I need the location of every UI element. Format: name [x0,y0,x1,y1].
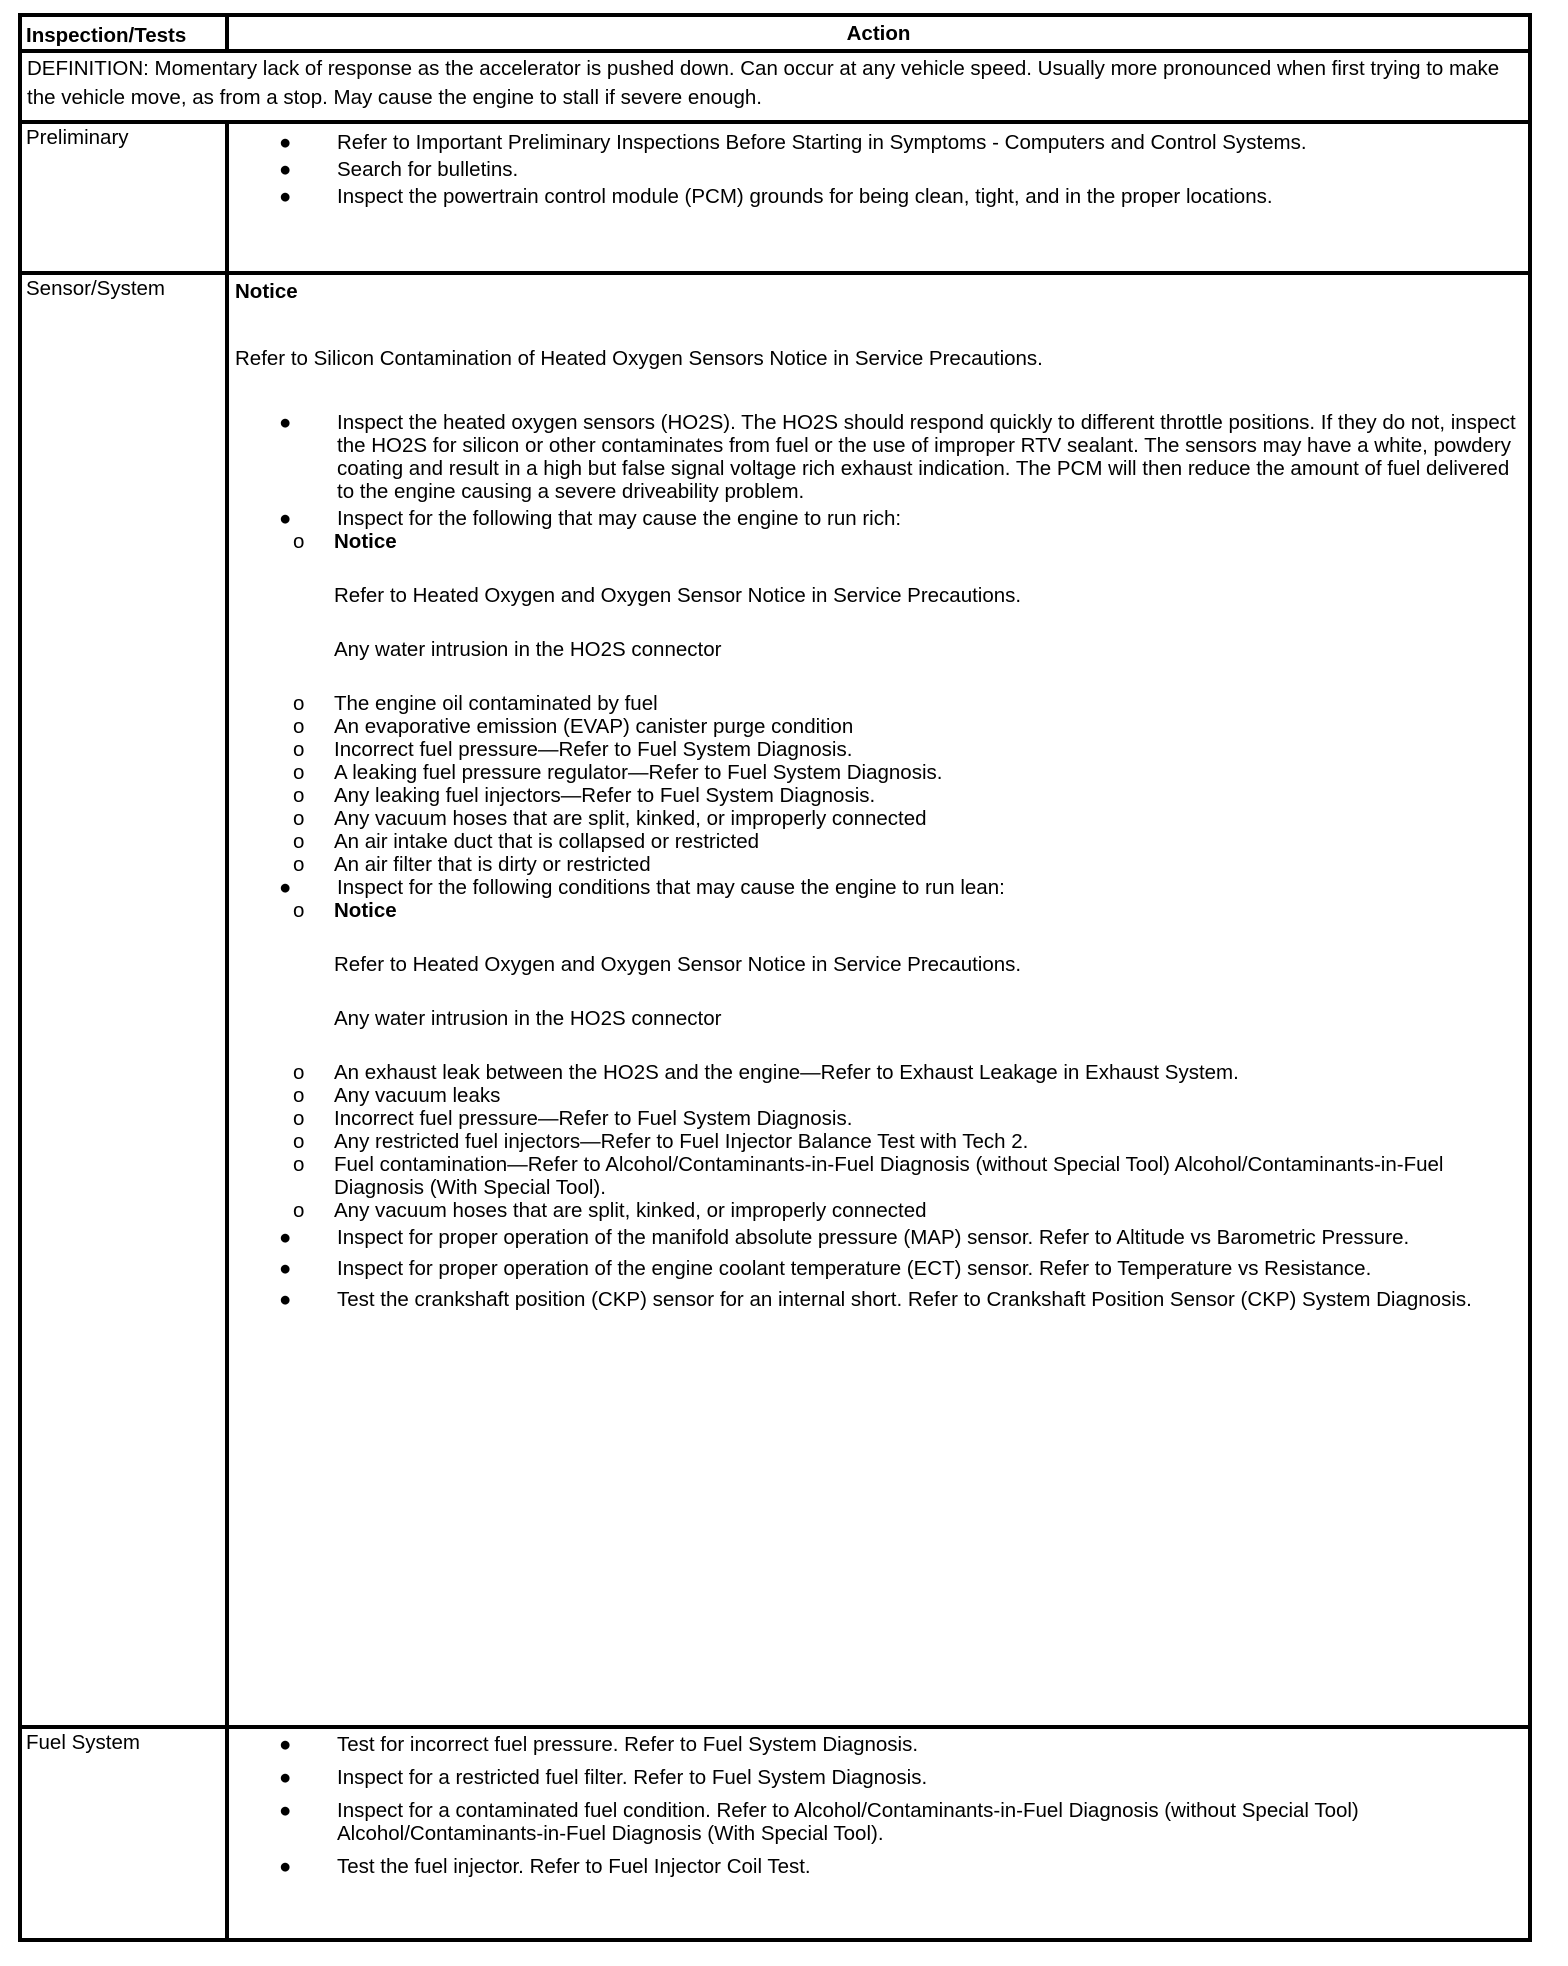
bullet-icon: ● [279,131,292,154]
list-item: ● Inspect for a contaminated fuel condition. Refer to Alcohol/Contaminants-in-Fuel Diagnosis (without Special Tool) Alcohol/Contaminants-in-Fuel Diagnosis (With Special Tool). [279,1799,1359,1845]
notice-text: Refer to Silicon Contamination of Heated Oxygen Sensors Notice in Service Precautions. [235,347,1043,370]
sub-list-item: o Incorrect fuel pressure—Refer to Fuel System Diagnosis. [293,1107,853,1130]
sub-list-item: o An air intake duct that is collapsed or restricted [293,830,760,853]
sub-list-item: o An evaporative emission (EVAP) canister purge condition [293,715,854,738]
bullet-icon: ● [279,876,292,899]
bullet-icon: ● [279,1855,292,1878]
row-label: Sensor/System [22,275,229,1725]
sub-bullet-icon: o [293,853,305,876]
row-action [229,124,1528,271]
sub-bullet-icon: o [293,692,305,715]
list-item: ● Test the crankshaft position (CKP) sensor for an internal short. Refer to Crankshaft Position Sensor (CKP) System Diagnosis. [279,1288,1472,1311]
sub-list-item: o The engine oil contaminated by fuel [293,692,658,715]
sub-list-item-notice: o Notice Refer to Heated Oxygen and Oxygen Sensor Notice in Service Precautions. Any water intrusion in the HO2S connector [293,530,1022,661]
diagnostic-table [18,13,1532,1942]
sub-list-item: o Any restricted fuel injectors—Refer to Fuel Injector Balance Test with Tech 2. [293,1130,1029,1153]
row-label: Preliminary [22,124,229,271]
bullet-icon: ● [279,1226,292,1249]
row-action [229,275,1528,1725]
sub-bullet-icon: o [293,761,305,784]
table-header-row [18,13,1532,53]
list-item: ● Inspect for proper operation of the manifold absolute pressure (MAP) sensor. Refer to Altitude vs Barometric Pressure. [279,1226,1410,1249]
notice-title: Notice [235,280,298,303]
sub-bullet-icon: o [293,1130,305,1153]
sub-bullet-icon: o [293,784,305,807]
sub-bullet-icon: o [293,530,305,553]
sub-bullet-icon: o [293,1061,305,1084]
sub-list-item: o A leaking fuel pressure regulator—Refer to Fuel System Diagnosis. [293,761,943,784]
sub-list-item: o An exhaust leak between the HO2S and the engine—Refer to Exhaust Leakage in Exhaust System. [293,1061,1239,1084]
header-inspection-tests: Inspection/Tests [22,17,229,49]
bullet-icon: ● [279,185,292,208]
sub-bullet-icon: o [293,807,305,830]
table-row-fuel-system [18,1729,1532,1942]
sub-bullet-icon: o [293,738,305,761]
sub-bullet-icon: o [293,1084,305,1107]
sub-list-item: o Incorrect fuel pressure—Refer to Fuel System Diagnosis. [293,738,853,761]
table-row-preliminary [18,124,1532,275]
row-action [229,1729,1528,1938]
list-item: ● Refer to Important Preliminary Inspections Before Starting in Symptoms - Computers and Control Systems. [235,128,1522,157]
list-item: ● Inspect the powertrain control module (PCM) grounds for being clean, tight, and in the proper locations. [235,182,1522,211]
sub-list-item: o Any vacuum leaks [293,1084,501,1107]
bullet-icon: ● [279,158,292,181]
sub-list-item-notice: o Notice Refer to Heated Oxygen and Oxygen Sensor Notice in Service Precautions. Any water intrusion in the HO2S connector [293,899,1022,1030]
header-action: Action [846,22,911,45]
bullet-icon: ● [279,1799,292,1822]
bullet-icon: ● [279,1733,292,1756]
sub-list-item: o An air filter that is dirty or restricted [293,853,651,876]
bullet-icon: ● [279,1766,292,1789]
sub-bullet-icon: o [293,1199,305,1222]
sub-bullet-icon: o [293,830,305,853]
list-item: ● Test the fuel injector. Refer to Fuel Injector Coil Test. [279,1855,811,1878]
bullet-icon: ● [279,1288,292,1311]
bullet-icon: ● [279,1257,292,1280]
bullet-icon: ● [279,507,292,530]
list-item-run-rich: ● Inspect for the following that may cause the engine to run rich: o Notice Refer to Heated Oxygen and Oxygen Sensor Notice in Service Precautions. Any water intrusion in the HO2S connector o The engine oil contaminated by fuel o An evaporative emission (EVAP) canister purge condition o Incorrect fuel pressure—Refer to Fuel System Diagnosis. o A leaking fuel pressure regulator—Refer to Fuel System Diagnosis. o Any leaking fuel injectors—Refer to Fuel System Diagnosis. o Any vacuum hoses that are split, kinked, or improperly connected o An air intake duct that is collapsed or restricted o An air filter that is dirty or restricted [235,507,1522,876]
table-row-sensor-system [18,275,1532,1729]
list-item: ● Inspect for a restricted fuel filter. Refer to Fuel System Diagnosis. [279,1766,928,1789]
list-item: ● Search for bulletins. [235,155,1522,184]
sub-bullet-icon: o [293,1107,305,1130]
sub-list-item: o Any vacuum hoses that are split, kinked, or improperly connected [293,1199,927,1222]
sub-list-item: o Any vacuum hoses that are split, kinked, or improperly connected [293,807,927,830]
definition-text: DEFINITION: Momentary lack of response as the accelerator is pushed down. Can occur at any vehicle speed. Usually more pronounced when first trying to make the vehicle move, as from a stop. May cause the engine to stall if severe enough. [27,57,1500,109]
sub-list-item: o Any leaking fuel injectors—Refer to Fuel System Diagnosis. [293,784,876,807]
list-item: ● Test for incorrect fuel pressure. Refer to Fuel System Diagnosis. [279,1733,919,1756]
sub-bullet-icon: o [293,715,305,738]
list-item-run-lean: ● Inspect for the following conditions that may cause the engine to run lean: o Notice Refer to Heated Oxygen and Oxygen Sensor Notice in Service Precautions. Any water intrusion in the HO2S connector o An exhaust leak between the HO2S and the engine—Refer to Exhaust Leakage in Exhaust System. o Any vacuum leaks o Incorrect fuel pressure—Refer to Fuel System Diagnosis. o Any restricted fuel injectors—Refer to Fuel Injector Balance Test with Tech 2. o Fuel contamination—Refer to Alcohol/Contaminants-in-Fuel Diagnosis (without Special Tool) Alcohol/Contaminants-in-Fuel Diagnosis (With Special Tool). o Any vacuum hoses that are split, kinked, or improperly connected [235,876,1522,1222]
sub-list-item: o Fuel contamination—Refer to Alcohol/Contaminants-in-Fuel Diagnosis (without Special Tool) Alcohol/Contaminants-in-Fuel Diagnosis (With Special Tool). [293,1153,1444,1199]
list-item: ● Inspect for proper operation of the engine coolant temperature (ECT) sensor. Refer to Temperature vs Resistance. [279,1257,1372,1280]
sub-bullet-icon: o [293,899,305,922]
sub-bullet-icon: o [293,1153,305,1176]
row-label: Fuel System [22,1729,229,1938]
bullet-icon: ● [279,411,292,434]
list-item: ● Inspect the heated oxygen sensors (HO2S). The HO2S should respond quickly to different throttle positions. If they do not, inspect the HO2S for silicon or other contaminates from fuel or the use of improper RTV sealant. The sensors may have a white, powdery coating and result in a high but false signal voltage rich exhaust indication. The PCM will then reduce the amount of fuel delivered to the engine causing a severe driveability problem. [279,411,1516,503]
definition-row [18,53,1532,124]
